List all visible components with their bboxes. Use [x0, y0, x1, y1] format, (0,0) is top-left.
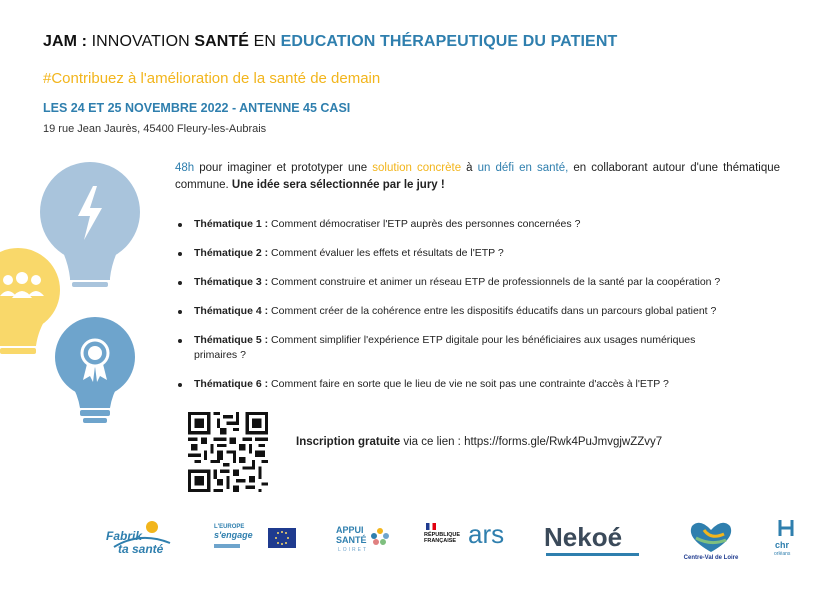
chr-emblem-icon: [776, 518, 796, 538]
theme-text: Comment construire et animer un réseau ETP de professionnels de la santé par la coopération ?: [268, 276, 721, 288]
theme-text: Comment simplifier l'expérience ETP digitale pour les bénéficiaires aux usages numériques primaires ?: [194, 334, 696, 361]
theme-label: Thématique 4 :: [194, 305, 269, 317]
appui-sante-logo: [332, 523, 392, 563]
intro-48h: 48h: [175, 162, 195, 174]
theme-label: Thématique 2 :: [194, 247, 269, 259]
theme-label: Thématique 6 :: [194, 378, 269, 390]
inscription-label: Inscription gratuite: [296, 436, 401, 448]
event-address: 19 rue Jean Jaurès, 45400 Fleury-les-Aubrais: [43, 123, 267, 135]
intro-solution: solution concrète: [372, 162, 462, 174]
theme-text: Comment faire en sorte que le lieu de vie ne soit pas une contrainte d'accès à l'ETP ?: [268, 378, 669, 390]
republique-text-1: RÉPUBLIQUE: [424, 532, 461, 538]
list-item: [178, 246, 788, 261]
europe-text-1: L'EUROPE: [214, 524, 245, 530]
ars-text: ars: [468, 519, 505, 549]
europe-logo: [214, 524, 298, 556]
fabrik-ta-sante-logo: [104, 517, 176, 561]
eu-flag-icon: [268, 528, 296, 548]
chr-text-2: orléans: [774, 551, 791, 557]
nekoe-text: Nekoé: [544, 522, 623, 552]
hashtag-subtitle: #Contribuez à l'amélioration de la santé de demain: [43, 70, 381, 87]
lightbulbs-illustration: [0, 150, 150, 440]
region-heart-icon: [676, 518, 746, 558]
title-sante: SANTÉ: [194, 33, 250, 50]
page-title: [43, 33, 617, 51]
theme-label: Thématique 1 :: [194, 218, 269, 230]
theme-text: Comment évaluer les effets et résultats de l'ETP ?: [268, 247, 504, 259]
list-item: [178, 304, 788, 319]
intro-text-2: à: [461, 162, 478, 174]
theme-text: Comment créer de la cohérence entre les dispositifs éducatifs dans un parcours global patient ?: [268, 305, 717, 317]
marianne-flag-icon: [426, 523, 436, 530]
europe-text-2: s'engage: [214, 530, 253, 540]
intro-text-1: pour imaginer et prototyper une: [194, 162, 373, 174]
ars-logo: [424, 519, 520, 557]
list-item: [178, 333, 788, 363]
theme-label: Thématique 3 :: [194, 276, 269, 288]
title-innovation: INNOVATION: [91, 33, 195, 50]
title-jam: JAM :: [43, 33, 92, 50]
intro-defi: un défi en santé,: [477, 162, 569, 174]
people-bulb-icon: [0, 248, 60, 354]
chr-orleans-logo: [772, 518, 802, 566]
region-centre-logo: [676, 518, 746, 566]
theme-label: Thématique 5 :: [194, 334, 269, 346]
thematics-list: [178, 217, 788, 406]
republique-text-2: FRANÇAISE: [424, 538, 457, 544]
list-item: [178, 275, 788, 290]
intro-text-3: en collaborant autour d'une thématique commune.: [175, 162, 781, 191]
theme-text: Comment démocratiser l'ETP auprès des personnes concernées ?: [268, 218, 581, 230]
lightning-bulb-icon: [40, 162, 140, 287]
fabrik-text-2: ta santé: [118, 542, 164, 556]
title-etp: EDUCATION THÉRAPEUTIQUE DU PATIENT: [280, 33, 618, 50]
appui-text: APPUI: [336, 525, 364, 535]
region-text: Centre-Val de Loire: [683, 555, 739, 561]
event-dates: LES 24 ET 25 NOVEMBRE 2022 - ANTENNE 45 CASI: [43, 101, 351, 115]
inscription-text: [296, 436, 662, 448]
qr-code[interactable]: [188, 412, 268, 492]
appui-text-3: LOIRET: [338, 547, 369, 553]
list-item: [178, 377, 788, 392]
nekoe-logo: [544, 522, 644, 558]
fabrik-text: Fabrik: [106, 529, 143, 543]
flower-icon: [370, 527, 390, 547]
chr-text: chr: [775, 540, 790, 550]
intro-paragraph: [175, 160, 780, 194]
inscription-link[interactable]: via ce lien : https://forms.gle/Rwk4PuJmvgjwZZvy7: [400, 436, 663, 448]
medal-bulb-icon: [55, 317, 135, 423]
intro-jury: Une idée sera sélectionnée par le jury !: [231, 179, 445, 191]
list-item: [178, 217, 788, 232]
appui-text-2: SANTÉ: [336, 535, 367, 545]
title-en: EN: [249, 33, 281, 50]
